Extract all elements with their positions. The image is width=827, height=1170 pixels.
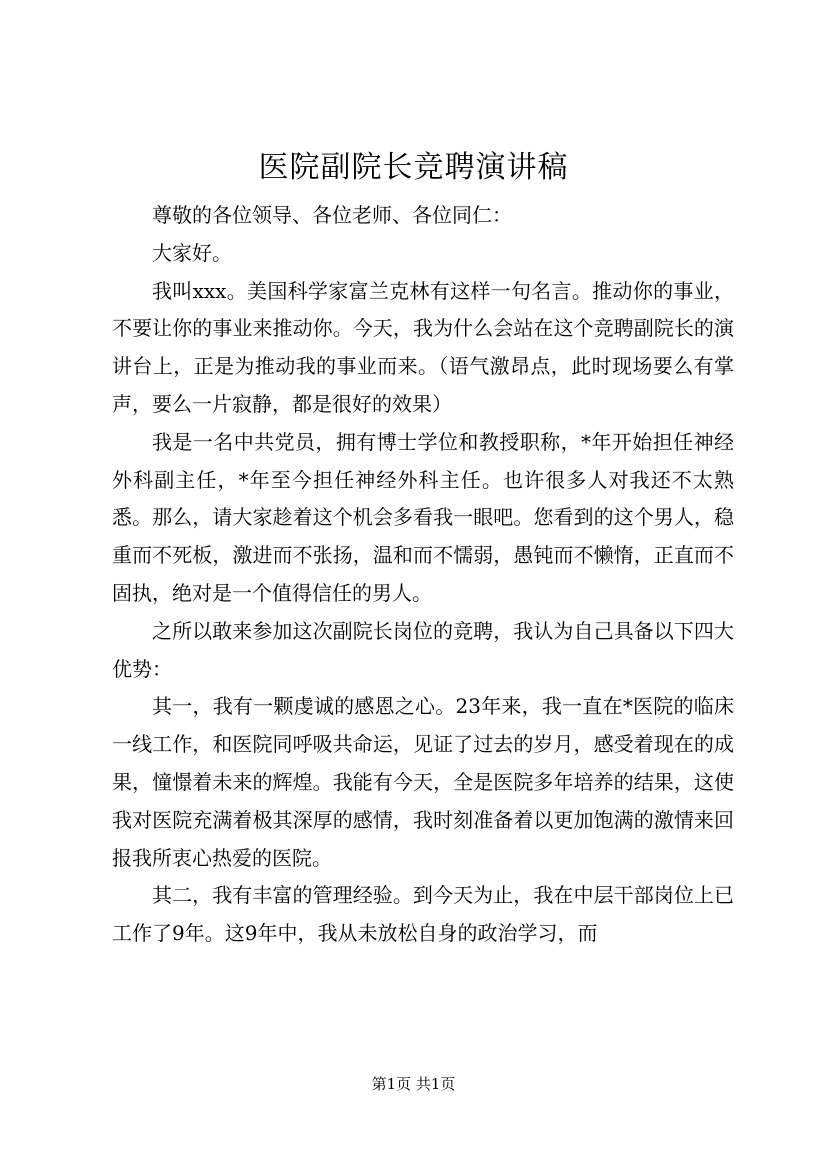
- advantage-two-paragraph: 其二，我有丰富的管理经验。到今天为止，我在中层干部岗位上已工作了9年。这9年中，我从未放松自身的政治学习，而: [112, 883, 734, 946]
- greeting-paragraph: 大家好。: [152, 240, 232, 265]
- advantages-intro-paragraph: 之所以敢来参加这次副院长岗位的竞聘，我认为自己具备以下四大优势：: [112, 618, 734, 681]
- advantage-one-paragraph: 其一，我有一颗虔诚的感恩之心。23年来，我一直在*医院的临床一线工作，和医院同呼吸共命运，见证了过去的岁月，感受着现在的成果，憧憬着未来的辉煌。我能有今天，全是医院多年培养的结果，这使我对医院充满着极其深厚的感情，我时刻准备着以更加饱满的激情来回报我所衷心热爱的医院。: [112, 694, 734, 870]
- salutation-paragraph: 尊敬的各位领导、各位老师、各位同仁：: [152, 203, 512, 227]
- introduction-paragraph: 我叫xxx。美国科学家富兰克林有这样一句名言。推动你的事业，不要让你的事业来推动你。今天，我为什么会站在这个竞聘副院长的演讲台上，正是为推动我的事业而来。（语气激昂点，此时现场要么有掌声，要么一片寂静，都是很好的效果）: [112, 278, 734, 416]
- document-body: [112, 197, 734, 953]
- self-description-paragraph: 我是一名中共党员，拥有博士学位和教授职称，*年开始担任神经外科副主任，*年至今担任神经外科主任。也许很多人对我还不太熟悉。那么，请大家趁着这个机会多看我一眼吧。您看到的这个男人，稳重而不死板，激进而不张扬，温和而不懦弱，愚钝而不懒惰，正直而不固执，绝对是一个值得信任的男人。: [112, 429, 734, 605]
- page-number-footer: 第1页 共1页: [371, 1075, 456, 1093]
- document-title: 医院副院长竞聘演讲稿: [258, 150, 569, 185]
